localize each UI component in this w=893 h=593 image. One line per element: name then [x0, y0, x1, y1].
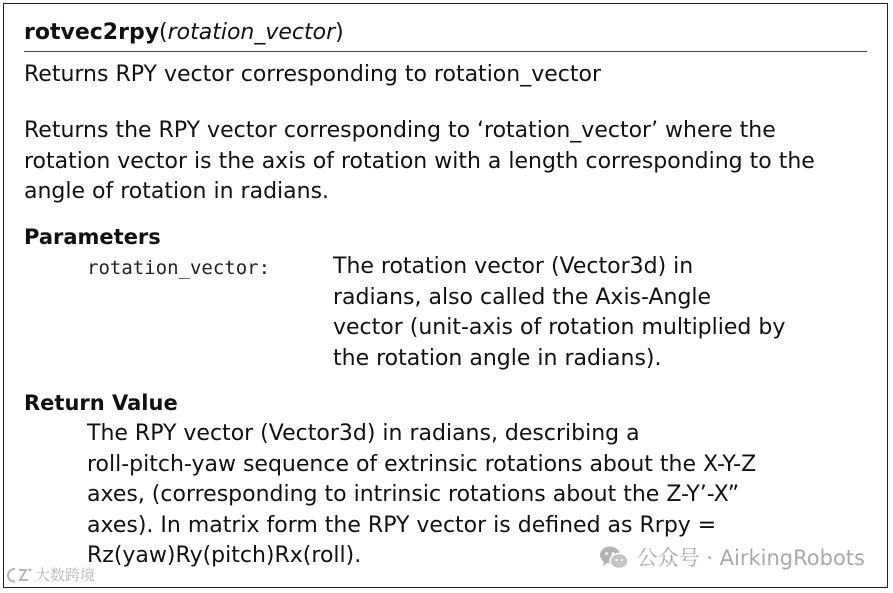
return-value-line: roll-pitch-yaw sequence of extrinsic rotations about the X-Y-Z: [87, 451, 757, 477]
watermark-left-text: 大数跨境: [35, 566, 96, 584]
function-argument: rotation_vector: [167, 20, 336, 45]
description-line: rotation vector is the axis of rotation with a length corresponding to the: [24, 148, 815, 174]
function-signature: [24, 18, 344, 48]
return-value-line: axes, (corresponding to intrinsic rotations about the Z-Y’-X”: [87, 482, 740, 507]
watermark-left: [6, 565, 95, 585]
parameter-description-line: The rotation vector (Vector3d) in: [333, 254, 694, 279]
return-value-line: The RPY vector (Vector3d) in radians, describing a: [87, 421, 640, 446]
description-line: Returns the RPY vector corresponding to ‘rotation_vector’ where the: [24, 118, 776, 143]
summary-text: Returns RPY vector corresponding to rotation_vector: [24, 62, 601, 87]
parameter-description-line: vector (unit-axis of rotation multiplied by: [333, 315, 786, 340]
description: [24, 116, 874, 208]
return-value-heading: Return Value: [24, 391, 178, 415]
watermark-right: [599, 544, 865, 572]
logo-icon: [6, 566, 32, 584]
function-name: rotvec2rpy: [24, 20, 160, 45]
parameters-heading: Parameters: [24, 225, 161, 249]
header-divider: [24, 51, 867, 52]
wechat-icon: [599, 545, 629, 571]
close-paren: ): [335, 20, 344, 45]
return-value-line: axes). In matrix form the RPY vector is defined as Rrpy =: [87, 512, 717, 538]
parameter-name: rotation_vector:: [87, 257, 271, 279]
parameter-description-line: radians, also called the Axis-Angle: [333, 284, 712, 310]
parameter-description: [333, 252, 785, 374]
parameter-description-line: the rotation angle in radians).: [333, 345, 662, 371]
return-value-line: Rz(yaw)Ry(pitch)Rx(roll).: [87, 543, 362, 568]
watermark-right-text: 公众号 · AirkingRobots: [636, 546, 865, 570]
open-paren: (: [159, 20, 168, 45]
description-line: angle of rotation in radians.: [24, 179, 330, 204]
